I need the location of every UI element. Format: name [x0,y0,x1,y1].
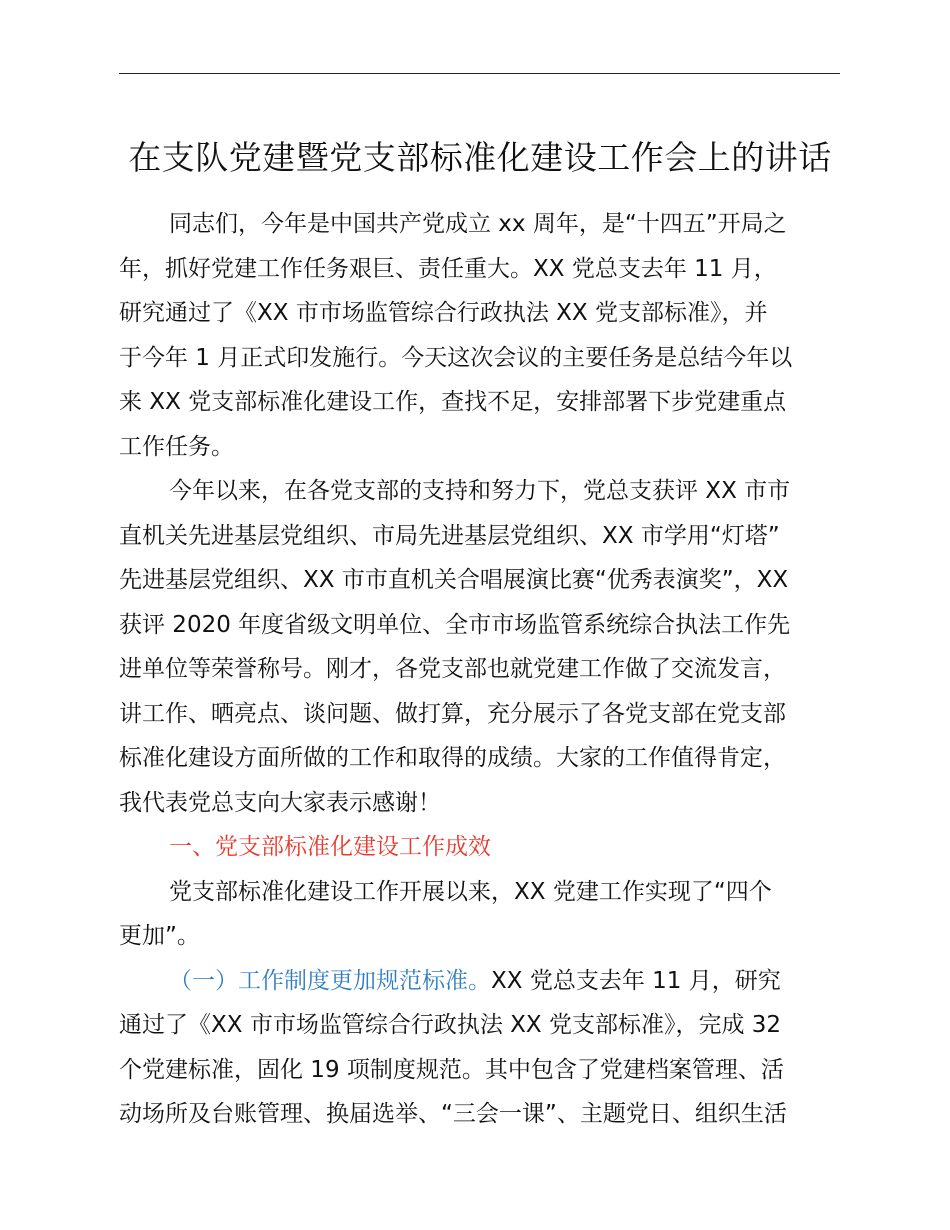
paragraph-line: 更加”。 [119,923,200,949]
paragraph-line: 党支部标准化建设工作开展以来，XX 党建工作实现了“四个 [169,878,772,905]
header-rule [119,73,840,74]
subsection-heading: （一）工作制度更加规范标准。 [169,967,491,994]
paragraph-line: 于今年 1 月正式印发施行。今天这次会议的主要任务是总结今年以 [119,344,793,371]
paragraph-line: 通过了《XX 市市场监管综合行政执法 XX 党支部标准》，完成 32 [119,1012,782,1038]
paragraph-line: 今年以来，在各党支部的支持和努力下，党总支获评 XX 市市 [169,478,791,504]
section-heading: 一、党支部标准化建设工作成效 [169,834,491,860]
paragraph-line: 工作任务。 [119,433,234,460]
paragraph-line: 先进基层党组织、XX 市市直机关合唱展演比赛“优秀表演奖”，XX [119,567,789,593]
paragraph-line: 研究通过了《XX 市市场监管综合行政执法 XX 党支部标准》，并 [119,300,768,326]
paragraph-line: 获评 2020 年度省级文明单位、全市市场监管系统综合执法工作先 [119,611,791,638]
paragraph-text: XX 党总支去年 11 月，研究 [491,967,781,994]
paragraph-line: 年，抓好党建工作任务艰巨、责任重大。XX 党总支去年 11 月， [119,255,777,282]
paragraph-line: 我代表党总支向大家表示感谢！ [119,789,441,816]
paragraph-line: 进单位等荣誉称号。刚才，各党支部也就党建工作做了交流发言， [119,656,786,682]
paragraph-line: 标准化建设方面所做的工作和取得的成绩。大家的工作值得肯定， [119,745,786,771]
document-body [119,202,859,1137]
paragraph-line: 个党建标准，固化 19 项制度规范。其中包含了党建档案管理、活 [119,1056,784,1083]
paragraph-line: 动场所及台账管理、换届选举、“三会一课”、主题党日、组织生活 [119,1101,787,1127]
paragraph-line: 直机关先进基层党组织、市局先进基层党组织、XX 市学用“灯塔” [119,522,780,549]
document-title: 在支队党建暨党支部标准化建设工作会上的讲话 [128,138,832,177]
subsection-line [119,959,859,1004]
paragraph-line: 讲工作、晒亮点、谈问题、做打算，充分展示了各党支部在党支部 [119,700,786,727]
paragraph-line: 同志们，今年是中国共产党成立 xx 周年，是“十四五”开局之 [169,211,787,237]
paragraph-line: 来 XX 党支部标准化建设工作，查找不足，安排部署下步党建重点 [119,389,787,415]
